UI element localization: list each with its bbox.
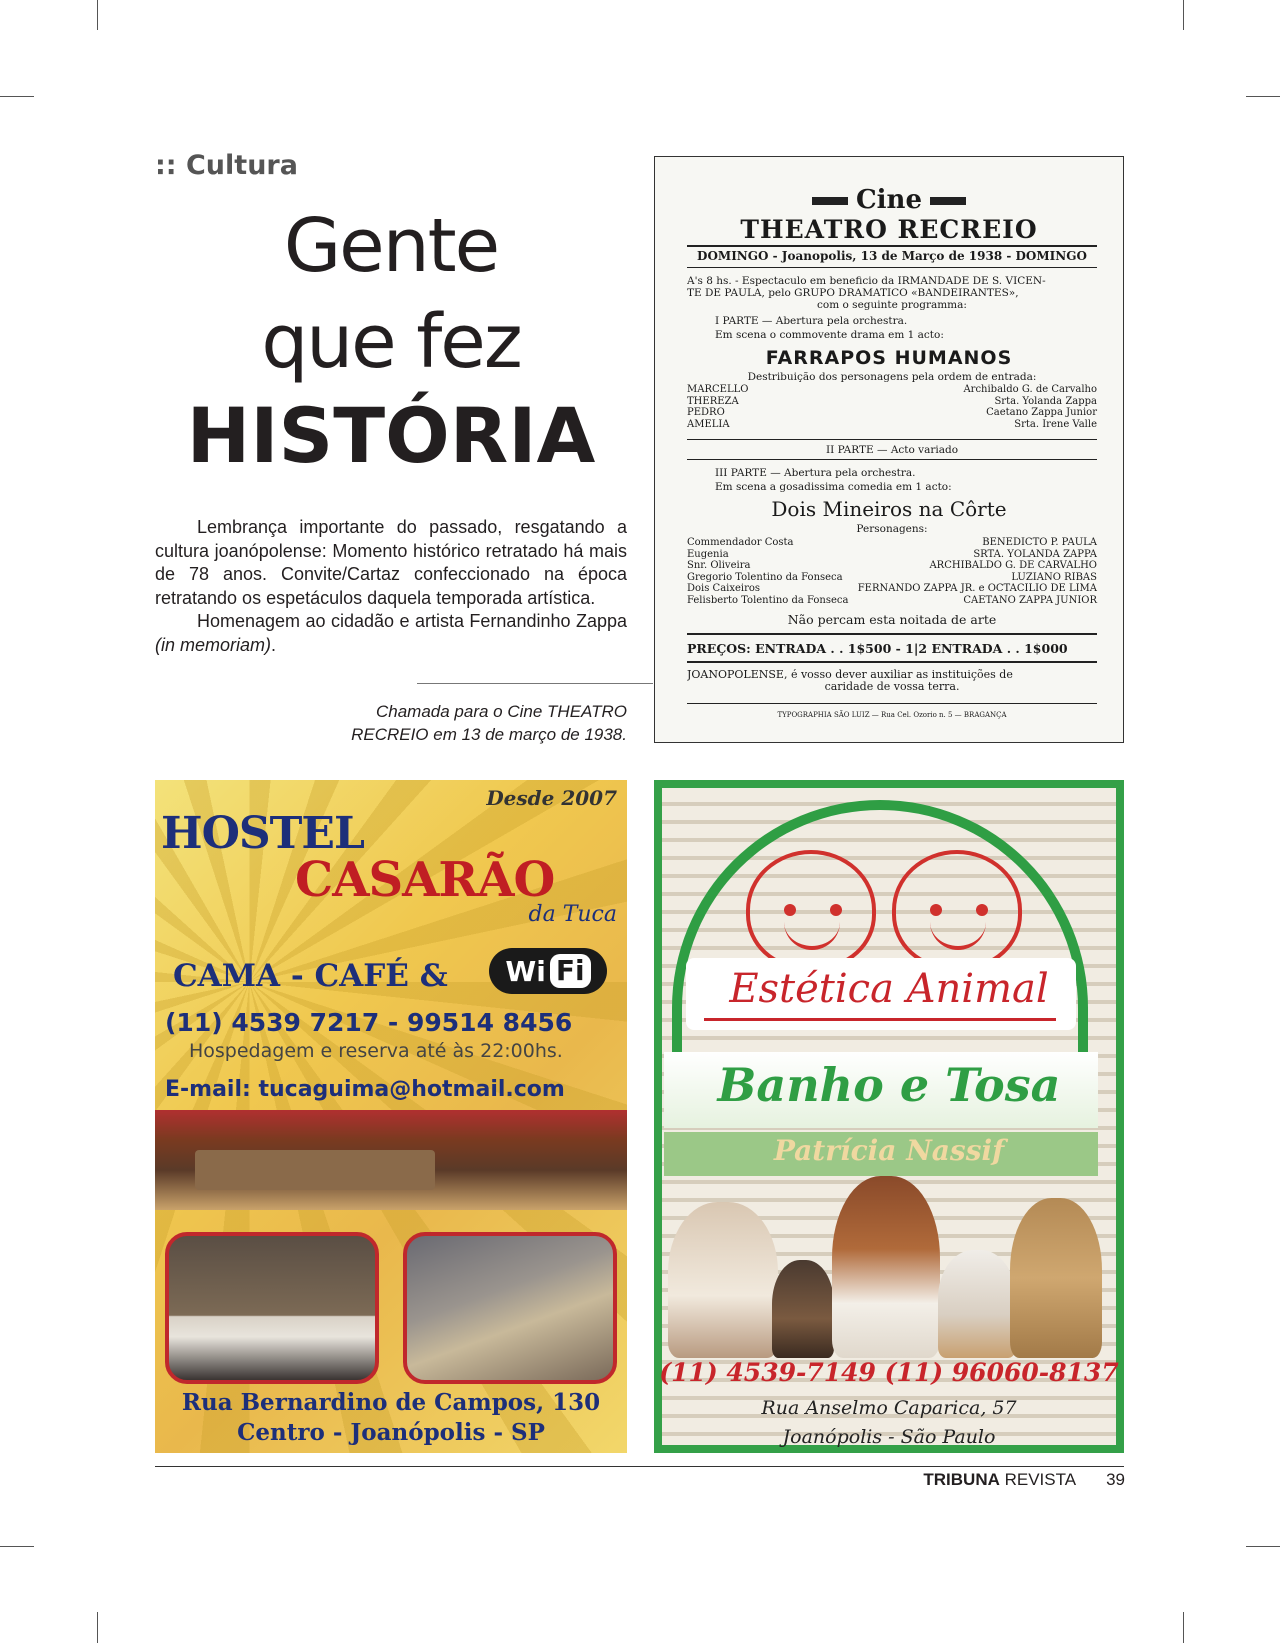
poster-cine [655, 185, 1123, 215]
article-paragraph-1: Lembrança importante do passado, resgatando a cultura joanópolense: Momento histórico retratado há mais de 78 anos. Convite/Cartaz confeccionado na época retratando os espetáculos daquela temporada artística. [155, 517, 627, 608]
poster-rule [687, 439, 1097, 440]
cast-actor: SRTA. YOLANDA ZAPPA [973, 548, 1097, 560]
article-paragraph-2 [155, 610, 627, 657]
cast-role: Dois Caixeiros [687, 583, 761, 594]
article-body [155, 516, 627, 657]
pet-address-2: Joanópolis - São Paulo [782, 1426, 996, 1448]
crop-mark [1183, 0, 1184, 30]
cast-actor: Srta. Irene Valle [1014, 418, 1097, 430]
paragraph-2-end: . [271, 634, 277, 655]
caption-line-1: Chamada para o Cine THEATRO [375, 702, 627, 721]
cast-role: Commendador Costa [687, 537, 794, 548]
cast-role: THEREZA [687, 395, 739, 407]
footer-revista: REVISTA [999, 1470, 1077, 1489]
poster-rule [687, 267, 1097, 268]
decor-bar [930, 197, 966, 205]
estetica-animal-title: Estética Animal [729, 966, 1049, 1012]
poster-rule [687, 459, 1097, 460]
eye [930, 904, 942, 916]
eye [830, 904, 842, 916]
eye [784, 904, 796, 916]
poster-cast-2 [687, 537, 1097, 606]
bed-shape [195, 1150, 435, 1190]
poster-rule [687, 703, 1097, 704]
poster-part-2: II PARTE — Acto variado [825, 444, 959, 456]
poster-appeal-1: JOANOPOLENSE, é vosso dever auxiliar as instituições de [687, 669, 1013, 681]
page-footer [923, 1470, 1125, 1490]
hostel-phones: (11) 4539 7217 - 99514 8456 [165, 1008, 573, 1037]
poster-cast-1 [687, 384, 1097, 430]
pet-grooming-ad [654, 780, 1124, 1453]
crop-mark [0, 1546, 34, 1547]
caption-separator [417, 683, 653, 684]
poster-rule [687, 633, 1097, 635]
crop-mark [1246, 1546, 1280, 1547]
hostel-email: E-mail: tucaguima@hotmail.com [165, 1077, 565, 1102]
bedroom-photo [165, 1232, 379, 1384]
poster-precos: PREÇOS: ENTRADA . . 1$500 - 1|2 ENTRADA . . 1$000 [687, 641, 1068, 656]
wifi-icon [489, 948, 607, 994]
bed-photo-band [155, 1110, 627, 1210]
hostel-since: Desde 2007 [486, 786, 617, 810]
crop-mark [0, 96, 34, 97]
section-tag: :: Cultura [155, 150, 298, 181]
cast-row [687, 384, 1097, 396]
in-memoriam-text: (in memoriam) [155, 634, 272, 655]
poster-nao-percam: Não percam esta noitada de arte [787, 613, 997, 627]
dog-face-icon [892, 850, 1022, 970]
crop-mark [1246, 96, 1280, 97]
breakfast-photo [403, 1232, 617, 1384]
poster-part-1: I PARTE — Abertura pela orchestra. [715, 315, 908, 327]
basset-hound-image [832, 1176, 940, 1358]
hostel-services: CAMA - CAFÉ & [173, 958, 448, 994]
vintage-poster [654, 156, 1124, 743]
poster-part-3b: Em scena a gosadissima comedia em 1 acto: [715, 481, 952, 493]
crop-mark [97, 1612, 98, 1643]
pet-address-1: Rua Anselmo Caparica, 57 [761, 1397, 1017, 1419]
crop-mark [1183, 1612, 1184, 1643]
poster-date: DOMINGO - Joanopolis, 13 de Março de 1938 - DOMINGO [697, 249, 1087, 263]
persian-cat-image [938, 1250, 1016, 1358]
cast-role: Gregorio Tolentino da Fonseca [687, 571, 843, 583]
cast-actor: Srta. Yolanda Zappa [994, 395, 1097, 407]
headline [155, 198, 627, 482]
cat-face-icon [746, 850, 876, 970]
poster-typography: TYPOGRAPHIA SÃO LUIZ — Rua Cel. Ozorio n. 5 — BRAGANÇA [777, 711, 1007, 719]
cast-row [687, 583, 1097, 595]
pet-phones: (11) 4539-7149 (11) 96060-8137 [659, 1358, 1119, 1387]
poster-drama-title: FARRAPOS HUMANOS [765, 347, 1013, 369]
hostel-ad [155, 780, 627, 1453]
poster-intro-1: A's 8 hs. - Espectaculo em beneficio da IRMANDADE DE S. VICEN- [687, 275, 1046, 287]
poster-rule [687, 245, 1097, 247]
poster-distribution: Destribuição dos personagens pela ordem de entrada: [747, 371, 1037, 383]
cast-actor: Caetano Zappa Junior [986, 407, 1097, 418]
wifi-part-2: Fi [550, 954, 591, 988]
page-number: 39 [1106, 1470, 1125, 1489]
cast-actor: CAETANO ZAPPA JUNIOR [963, 594, 1097, 606]
cast-row [687, 572, 1097, 584]
poster-rule [687, 661, 1097, 663]
french-bulldog-image [1010, 1198, 1102, 1358]
wifi-part-1: Wi [505, 954, 546, 988]
hostel-name-3: da Tuca [528, 902, 617, 927]
decor-bar [812, 197, 848, 205]
smile [784, 920, 840, 950]
poster-appeal-2: caridade de vossa terra. [824, 681, 960, 693]
hostel-address [155, 1388, 627, 1448]
cast-role: Felisberto Tolentino da Fonseca [687, 594, 849, 606]
hostel-name-2: CASARÃO [295, 852, 555, 908]
kitten-image [772, 1260, 834, 1358]
poster-part-1b: Em scena o commovente drama em 1 acto: [715, 329, 944, 341]
paragraph-2-text: Homenagem ao cidadão e artista Fernandinho Zappa [197, 611, 627, 631]
poster-intro-3: com o seguinte programma: [817, 299, 967, 311]
footer-rule [155, 1466, 1124, 1467]
bulldog-image [668, 1202, 778, 1358]
headline-line-1: Gente [283, 203, 499, 289]
cast-actor: ARCHIBALDO G. DE CARVALHO [929, 560, 1097, 571]
smile [930, 920, 986, 950]
cast-actor: FERNANDO ZAPPA JR. e OCTACILIO DE LIMA [857, 583, 1097, 594]
hostel-hours: Hospedagem e reserva até às 22:00hs. [189, 1040, 563, 1062]
owner-name: Patrícia Nassif [773, 1134, 1005, 1167]
estetica-underline [704, 1018, 1056, 1021]
cast-role: PEDRO [687, 407, 725, 418]
hostel-address-1: Rua Bernardino de Campos, 130 [181, 1389, 601, 1416]
poster-part-3: III PARTE — Abertura pela orchestra. [715, 467, 916, 479]
cast-actor: LUZIANO RIBAS [1011, 571, 1097, 583]
poster-cine-label: Cine [855, 185, 922, 215]
footer-brand: TRIBUNA [923, 1470, 1000, 1489]
hostel-name-1: HOSTEL [161, 808, 364, 859]
banho-tosa-title: Banho e Tosa [717, 1058, 1061, 1112]
cast-actor: Archibaldo G. de Carvalho [963, 384, 1097, 395]
cast-row [687, 407, 1097, 419]
cast-row [687, 537, 1097, 549]
cast-row [687, 560, 1097, 572]
photo-caption [300, 700, 627, 746]
hostel-address-2: Centro - Joanópolis - SP [237, 1419, 545, 1446]
poster-intro-2: TE DE PAULA, pelo GRUPO DRAMATICO «BANDEIRANTES», [687, 287, 1019, 299]
cast-row [687, 549, 1097, 561]
crop-mark [97, 0, 98, 30]
pet-address [654, 1394, 1124, 1452]
eye [976, 904, 988, 916]
cast-actor: BENEDICTO P. PAULA [982, 537, 1097, 548]
headline-line-3: HISTÓRIA [186, 391, 596, 480]
cast-role: Snr. Oliveira [687, 560, 751, 571]
cast-role: AMELIA [687, 418, 730, 430]
cast-role: Eugenia [687, 548, 729, 560]
poster-theatro: THEATRO RECREIO [740, 215, 1038, 244]
cast-row [687, 595, 1097, 607]
cast-row [687, 396, 1097, 408]
poster-comedy-title: Dois Mineiros na Côrte [771, 497, 1007, 521]
caption-line-2: RECREIO em 13 de março de 1938. [351, 725, 627, 744]
cast-row [687, 419, 1097, 431]
poster-personagens: Personagens: [856, 523, 928, 535]
cast-role: MARCELLO [687, 384, 749, 395]
headline-line-2: que fez [261, 299, 521, 385]
